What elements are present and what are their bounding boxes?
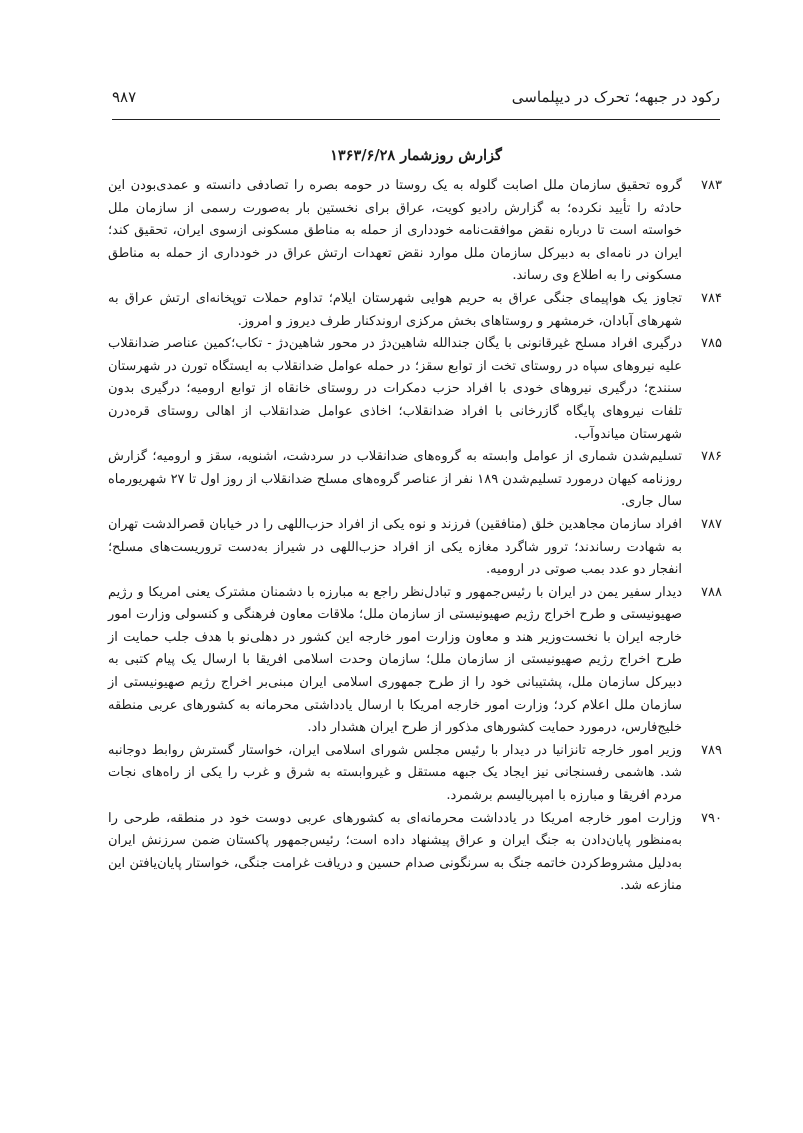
entry-number: ۷۹۰ — [701, 810, 722, 826]
entry-number: ۷۸۹ — [701, 742, 722, 758]
entry-785 — [108, 333, 722, 446]
entry-790 — [108, 808, 722, 898]
entry-786 — [108, 446, 722, 514]
page-number: ۹۸۷ — [112, 88, 137, 106]
entry-number: ۷۸۸ — [701, 584, 722, 600]
entry-text: دیدار سفیر یمن در ایران با رئیس‌جمهور و تبادل‌نظر راجع به مبارزه با دشمنان مشترک یعنی امریکا و رژیم صهیونیستی و طرح اخراج رژیم صهیونیستی از سازمان ملل؛ ملاقات معاون فرهنگی و کنسولی وزارت امور خارجه ایران با نخست‌وزیر هند و معاون وزارت امور خارجه این کشور در دهلی‌نو با هدف جلب حمایت از طرح اخراج رژیم صهیونیستی از سازمان ملل؛ سازمان وحدت اسلامی افریقا با ارسال یک پیام کتبی به دبیرکل سازمان ملل، پشتیبانی خود را از طرح جمهوری اسلامی ایران مبنی‌بر اخراج رژیم صهیونیستی از سازمان ملل اعلام کرد؛ وزارت امور خارجه امریکا با ارسال یادداشتی محرمانه به کشورهای عربی منطقه خلیج‌فارس، درمورد حمایت کشورهای مذکور از طرح ایران هشدار داد. — [108, 584, 682, 736]
header-divider — [112, 119, 720, 120]
entry-text: افراد سازمان مجاهدین خلق (منافقین) فرزند و نوه یکی از افراد حزب‌اللهی را در خیابان قصرالدشت تهران به شهادت رساندند؛ ترور شاگرد مغازه یکی از افراد حزب‌اللهی در شیراز به‌دست تروریست‌های مسلح؛ انفجار دو عدد بمب صوتی در ارومیه. — [108, 516, 682, 578]
entry-789 — [108, 740, 722, 808]
entry-text: وزارت امور خارجه امریکا در یادداشت محرمانه‌ای به کشورهای عربی دوست خود در منطقه، طرحی را به‌منظور پایان‌دادن به جنگ ایران و عراق پیشنهاد داده است؛ رئیس‌جمهور پاکستان ضمن سرزنش ایران به‌دلیل مشروط‌کردن خاتمه جنگ به سرنگونی صدام حسین و دریافت غرامت جنگی، خواستار پایان‌یافتن این منازعه شد. — [108, 810, 682, 894]
entry-text: گروه تحقیق سازمان ملل اصابت گلوله به یک روستا در حومه بصره را تصادفی دانسته و عمدی‌بودن این حادثه را تأیید نکرده؛ به گزارش رادیو کویت، عراق برای نخستین بار به‌صورت رسمی از سازمان ملل خواسته است تا درباره نقض موافقت‌نامه خودداری از حمله به مناطق مسکونی ازسوی ایران، تحقیق کند؛ ایران در نامه‌ای به دبیرکل سازمان ملل موارد نقض تعهدات ارتش عراق در خودداری از حمله به مناطق مسکونی را به اطلاع وی رساند. — [108, 178, 682, 284]
entry-783 — [108, 175, 722, 288]
entries-list — [108, 175, 722, 898]
entry-number: ۷۸۷ — [701, 516, 722, 532]
report-title: گزارش روزشمار ۱۳۶۳/۶/۲۸ — [330, 147, 502, 164]
entry-text: تسلیم‌شدن شماری از عوامل وابسته به گروه‌های ضدانقلاب در سردشت، اشنویه، سقز و ارومیه؛ گزارش روزنامه کیهان درمورد تسلیم‌شدن ۱۸۹ نفر از عناصر گروه‌های مسلح ضدانقلاب از روز اول تا ۲۷ شهریورماه سال جاری. — [108, 449, 682, 510]
entry-text: وزیر امور خارجه تانزانیا در دیدار با رئیس مجلس شورای اسلامی ایران، خواستار گسترش روابط دوجانبه شد. هاشمی رفسنجانی نیز ایجاد یک جبهه مستقل و غیروابسته به شرق و غرب را یکی از راه‌های نجات مردم افریقا و مبارزه با امپریالیسم برشمرد. — [108, 742, 682, 804]
entry-number: ۷۸۶ — [701, 449, 722, 465]
entry-text: تجاوز یک هواپیمای جنگی عراق به حریم هوایی شهرستان ایلام؛ تداوم حملات توپخانه‌ای ارتش عراق به شهرهای آبادان، خرمشهر و روستاهای بخش مرکزی اروندکنار طرف دیروز و امروز. — [108, 290, 682, 329]
entry-text: درگیری افراد مسلح غیرقانونی با یگان جندالله شاهین‌دژ در محور شاهین‌دژ - تکاب؛کمین عناصر ضدانقلاب علیه نیروهای سپاه در روستای تخت از توابع سقز؛ در حمله عوامل ضدانقلاب به ایستگاه تورن در شهرستان سنندج؛ درگیری نیروهای خودی با افراد حزب دمکرات در روستای خانقاه از توابع ارومیه؛ درگیری بدون تلفات نیروهای پایگاه گازرخانی با افراد ضدانقلاب؛ اخاذی عوامل ضدانقلاب از اهالی روستای قره‌درن شهرستان میاندوآب. — [108, 336, 682, 442]
entry-784 — [108, 288, 722, 333]
entry-number: ۷۸۴ — [701, 290, 722, 306]
entry-number: ۷۸۳ — [701, 178, 722, 193]
running-title: رکود در جبهه؛ تحرک در دیپلماسی — [511, 88, 720, 106]
entry-788 — [108, 582, 722, 740]
entry-number: ۷۸۵ — [701, 336, 722, 352]
entry-787 — [108, 514, 722, 582]
page-header — [112, 88, 720, 114]
